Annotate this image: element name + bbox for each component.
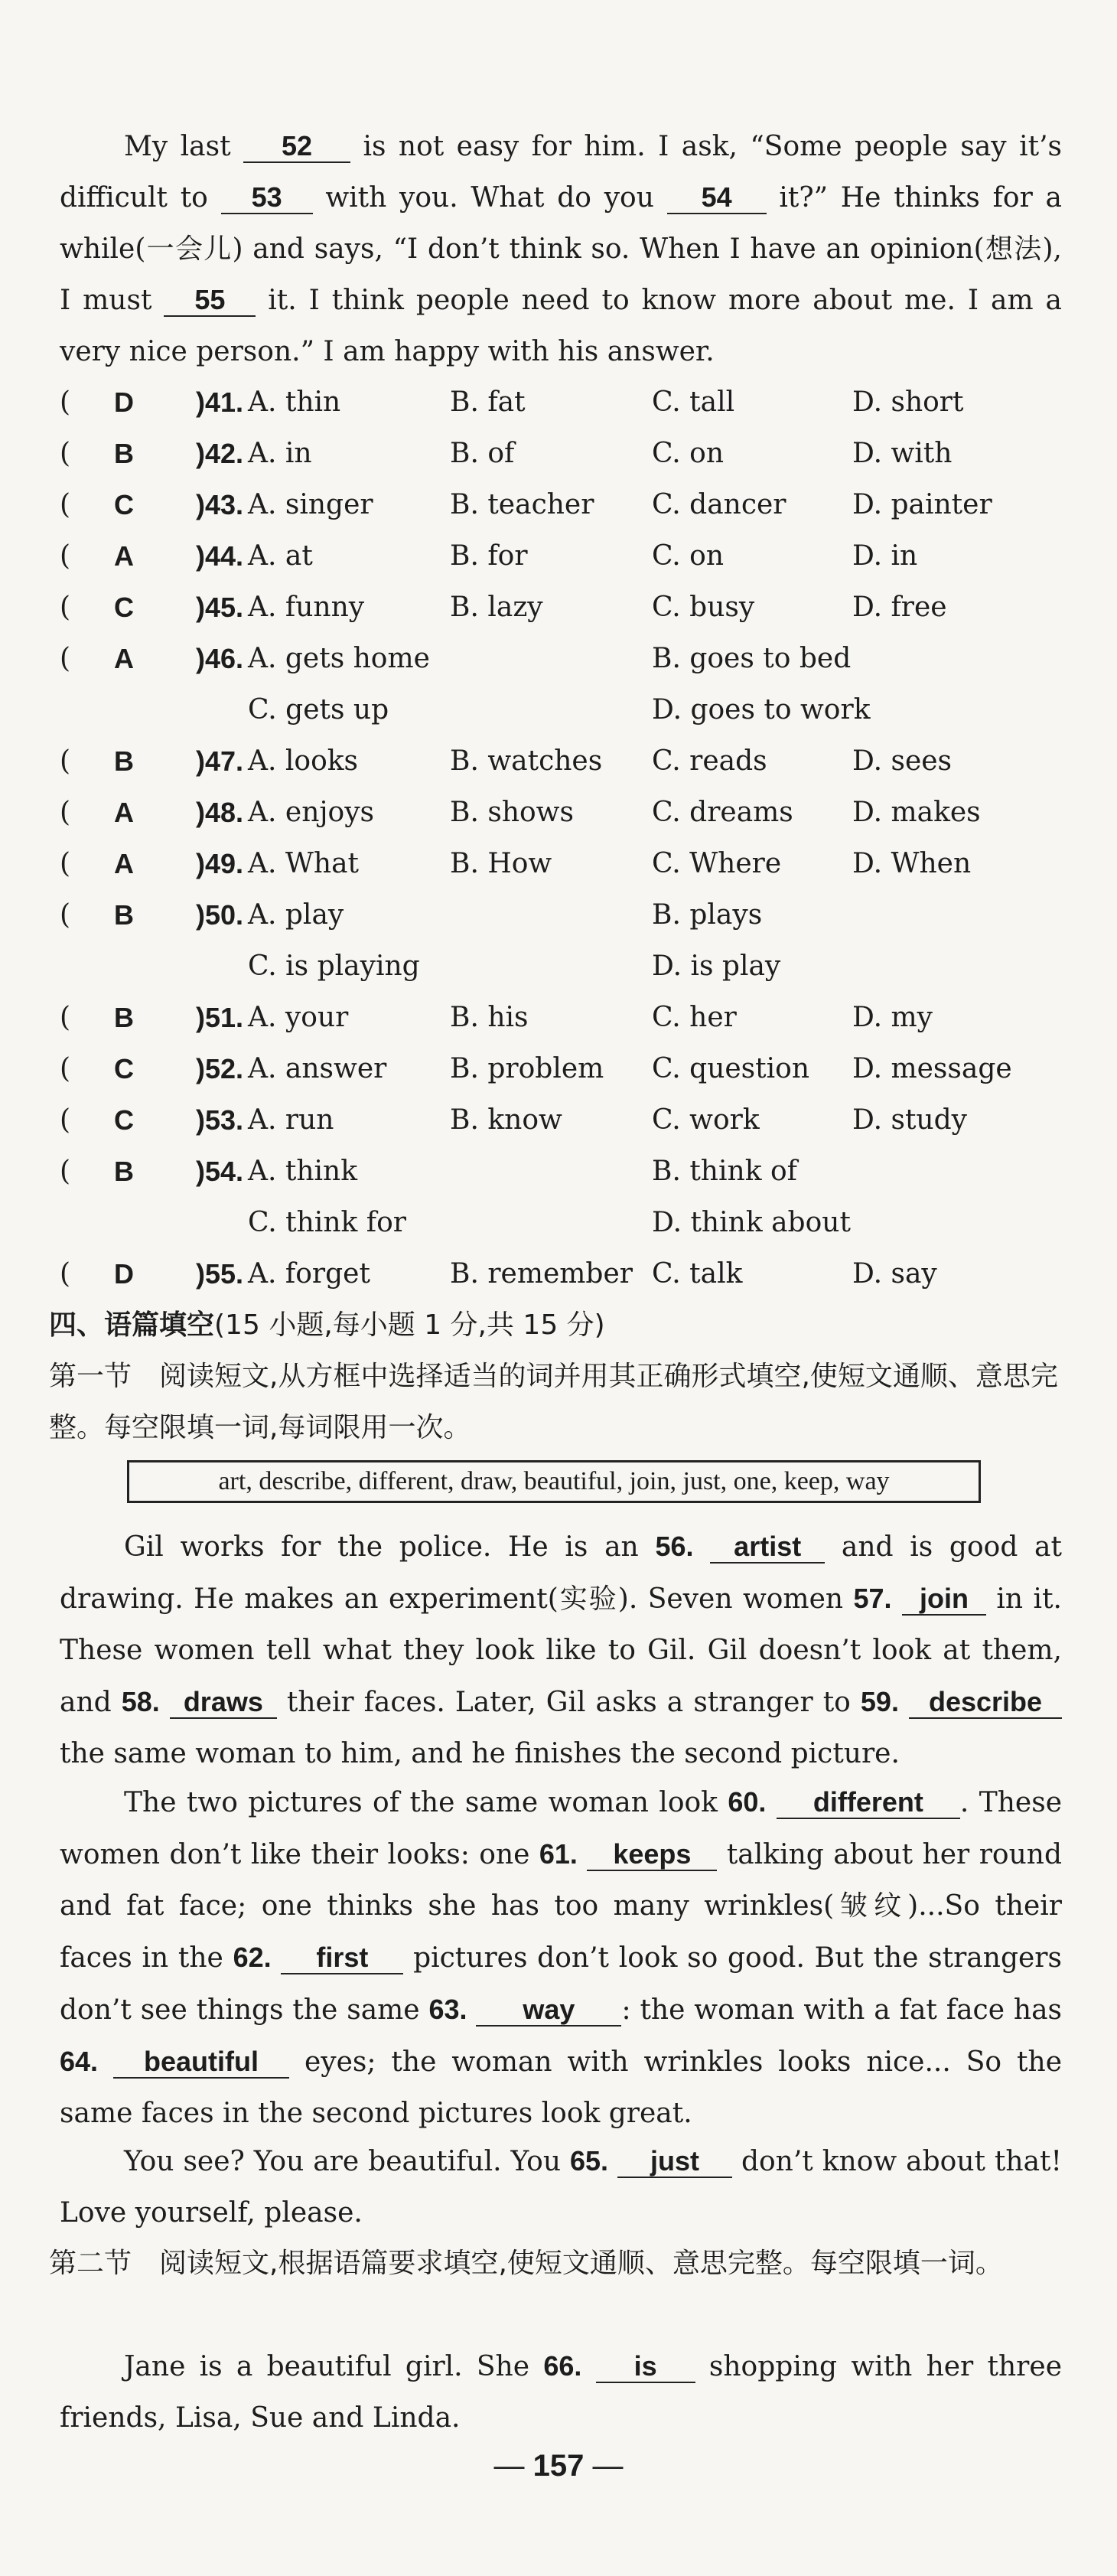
answer-61: keeps (587, 1839, 717, 1871)
answer-43: C (114, 489, 134, 520)
answer-47: B (114, 745, 134, 777)
part1-instruction: 第一节 阅读短文,从方框中选择适当的词并用其正确形式填空,使短文通顺、意思完整。每空限填一词,每词限用一次。 (49, 1361, 1058, 1443)
blank-55: 55 (164, 285, 256, 317)
answer-46: A (114, 643, 134, 674)
answer-66: is (596, 2351, 695, 2383)
answer-63: way (476, 1994, 621, 2027)
blank-52: 52 (243, 131, 350, 163)
answer-65: just (617, 2146, 732, 2178)
answer-45: C (114, 592, 134, 623)
answer-42: B (114, 438, 134, 469)
blank-53: 53 (221, 182, 313, 214)
page-number: — 157 — (493, 2449, 624, 2483)
answer-58: draws (170, 1687, 277, 1719)
answer-53: C (114, 1104, 134, 1136)
answer-62: first (281, 1942, 403, 1974)
passage1-para1: Gil works for the police. He is an 56. artist and is good at drawing. He makes an experiment(实验). Seven women 57. join in it. These women tell what they look like to Gil. Gil doesn’t look at them, and 58. draws their faces. Later, Gil asks a stranger to 59. describe the same woman to him, and he finishes the second picture. (60, 1531, 1062, 1769)
answer-54: B (114, 1156, 134, 1187)
word-box: art, describe, different, draw, beautiful, join, just, one, keep, way (127, 1460, 981, 1503)
part2-instruction: 第二节 阅读短文,根据语篇要求填空,使短文通顺、意思完整。每空限填一词。 (49, 2248, 1003, 2279)
answer-59: describe (909, 1687, 1062, 1719)
answer-44: A (114, 540, 134, 572)
answer-41: D (114, 386, 134, 418)
page: My last 52 is not easy for him. I ask, “Some people say it’s difficult to 53 with you. What do you 54 it?” He thinks for a while(一会儿) and says, “I don’t think so. When I have an opinion(想法), I must 55 it. I think people need to know more about me. I am a very nice person.” I am happy with his answer. ( D )41. A. thin B. fat C. tall D. short ( B )42. A. in B. of C. on D. with ( C )43. A. singer B. teacher C. dancer D. painter ( A )44. A. at B. for C. on D. in ( C )45. A. funny B. lazy C. busy D. free ( A )46. A. gets home B. goes to bed C. gets up D. goes to work ( B )47. A. looks B. watches C. reads D. sees ( A )48. A. enjoys B. shows C. dreams D. makes ( A )49. A. What B. How C. Where D. When ( B )50. A. play B. plays C. is playing D. is play ( B )51. A. your B. his C. her D. my ( C )52. A. answer B. problem C. question D. message ( C )53. A. run B. know C. work D. study ( B )54. A. think B. think of C. think for D. think about ( D )55. A. forget B. remember C. talk D. say 四、语篇填空(15 小题,每小题 1 分,共 15 分) 第一节 阅读短文,从方框中选择适当的词并用其正确形式填空,使短文通顺、意思完整。每空限填一词,每词限用一次。 art, describe, different, draw, beautiful, join, just, one, keep, way Gil works for the police. He is an 56. artist and is good at drawing. He makes an experiment(实验). Seven women 57. join in it. These women tell what they look like to Gil. Gil doesn’t look at them, and 58. draws their faces. Later, Gil asks a stranger to 59. describe the same woman to him, and he finishes the second picture. The two pictures of the same woman look 60. different . These women don’t like their looks: one 61. keeps talking about her round and fat face; one thinks she has too many wrinkles(皱纹)...So their faces in the 62. first pictures don’t look so good. But the strangers don’t see things the same 63. way : the woman with a fat face has 64. beautiful eyes; the woman with wrinkles looks nice... So the same faces in the second pictures look great. You see? You are beautiful. You 65. just don’t know about that! Love yourself, please. 第二节 阅读短文,根据语篇要求填空,使短文通顺、意思完整。每空限填一词。 Jane is a beautiful girl. She 66. is shopping with her three friends, Lisa, Sue and Linda. — 157 — (0, 0, 1117, 2576)
answer-60: different (777, 1787, 960, 1819)
passage1-para3: You see? You are beautiful. You 65. just don’t know about that! Love yourself, please. (60, 2145, 1062, 2229)
section-title: 四、语篇填空(15 小题,每小题 1 分,共 15 分) (49, 1309, 605, 1341)
section-title-note: (15 小题,每小题 1 分,共 15 分) (214, 1309, 605, 1341)
answer-49: A (114, 848, 134, 879)
answer-57: join (902, 1583, 986, 1616)
answer-51: B (114, 1002, 134, 1033)
passage2: Jane is a beautiful girl. She 66. is shopping with her three friends, Lisa, Sue and Linda. (60, 2350, 1063, 2434)
passage1-para2: The two pictures of the same woman look 60. different . These women don’t like their looks: one 61. keeps talking about her round and fat face; one thinks she has too many wrinkles(皱纹)...So their faces in the 62. first pictures don’t look so good. But the strangers don’t see things the same 63. way : the woman with a fat face has 64. beautiful eyes; the woman with wrinkles looks nice... So the same faces in the second pictures look great. (60, 1786, 1063, 2129)
blank-54: 54 (667, 182, 767, 214)
answer-48: A (114, 797, 134, 828)
answer-55: D (114, 1258, 134, 1290)
answer-56: artist (710, 1531, 825, 1564)
answer-64: beautiful (113, 2046, 289, 2079)
passage-end: My last 52 is not easy for him. I ask, “Some people say it’s difficult to 53 with you. What do you 54 it?” He thinks for a while(一会儿) and says, “I don’t think so. When I have an opinion(想法), I must 55 it. I think people need to know more about me. I am a very nice person.” I am happy with his answer. (60, 130, 1062, 367)
answer-52: C (114, 1053, 134, 1084)
answer-50: B (114, 899, 134, 931)
